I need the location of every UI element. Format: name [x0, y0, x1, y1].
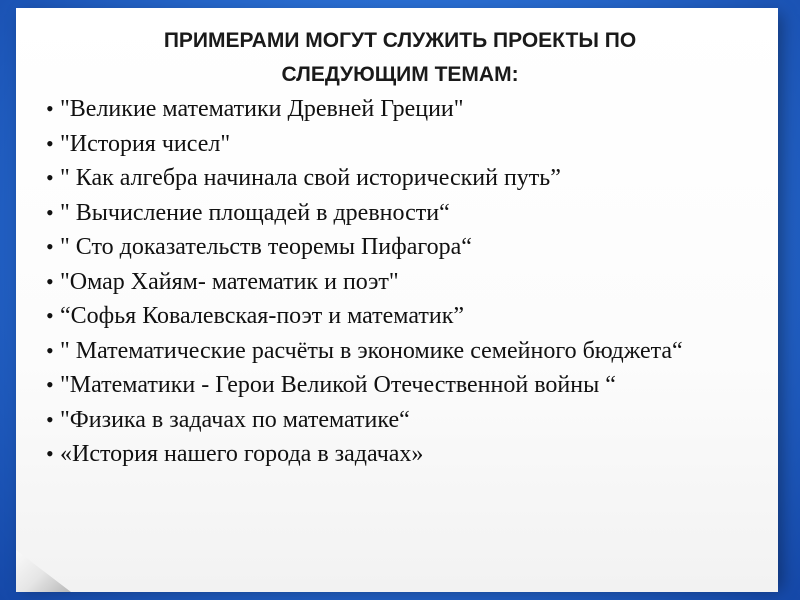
list-item	[46, 403, 772, 438]
list-item	[46, 437, 772, 472]
bullet-icon: •	[46, 303, 54, 328]
bullet-icon: •	[46, 165, 54, 190]
topic-text: "Великие математики Древней Греции"	[60, 96, 464, 122]
list-item	[46, 368, 772, 403]
topic-text: " Вычисление площадей в древности“	[60, 199, 450, 226]
topic-text: "История чисел"	[60, 130, 231, 157]
bullet-icon: •	[46, 199, 54, 225]
bullet-icon: •	[46, 268, 54, 294]
topic-text: "Математики - Герои Великой Отечественной войны “	[60, 372, 616, 398]
list-item	[46, 299, 772, 334]
list-item	[46, 127, 772, 162]
list-item	[46, 334, 772, 369]
topic-text: " Как алгебра начинала свой исторический путь”	[60, 165, 561, 191]
topic-list	[46, 92, 772, 472]
slide-heading	[40, 24, 760, 92]
topic-text: "Физика в задачах по математике“	[60, 406, 410, 433]
heading-line-2: СЛЕДУЮЩИМ ТЕМАМ:	[281, 63, 519, 86]
bullet-icon: •	[46, 96, 54, 121]
bullet-icon: •	[46, 130, 54, 156]
topic-text: “Софья Ковалевская-поэт и математик”	[60, 303, 465, 329]
topic-text: " Математические расчёты в экономике семейного бюджета“	[60, 337, 683, 364]
heading-line-1: ПРИМЕРАМИ МОГУТ СЛУЖИТЬ ПРОЕКТЫ ПО	[163, 29, 637, 52]
bullet-icon: •	[46, 234, 54, 259]
list-item	[46, 230, 772, 265]
list-item	[46, 161, 772, 196]
list-item	[46, 196, 772, 231]
topic-text: " Сто доказательств теоремы Пифагора“	[60, 234, 472, 260]
bullet-icon: •	[46, 372, 54, 397]
bullet-icon: •	[46, 441, 54, 466]
bullet-icon: •	[46, 406, 54, 432]
topic-text: «История нашего города в задачах»	[60, 441, 424, 467]
topic-text: "Омар Хайям- математик и поэт"	[60, 268, 399, 295]
bullet-icon: •	[46, 337, 54, 363]
list-item	[46, 92, 772, 127]
list-item	[46, 265, 772, 300]
